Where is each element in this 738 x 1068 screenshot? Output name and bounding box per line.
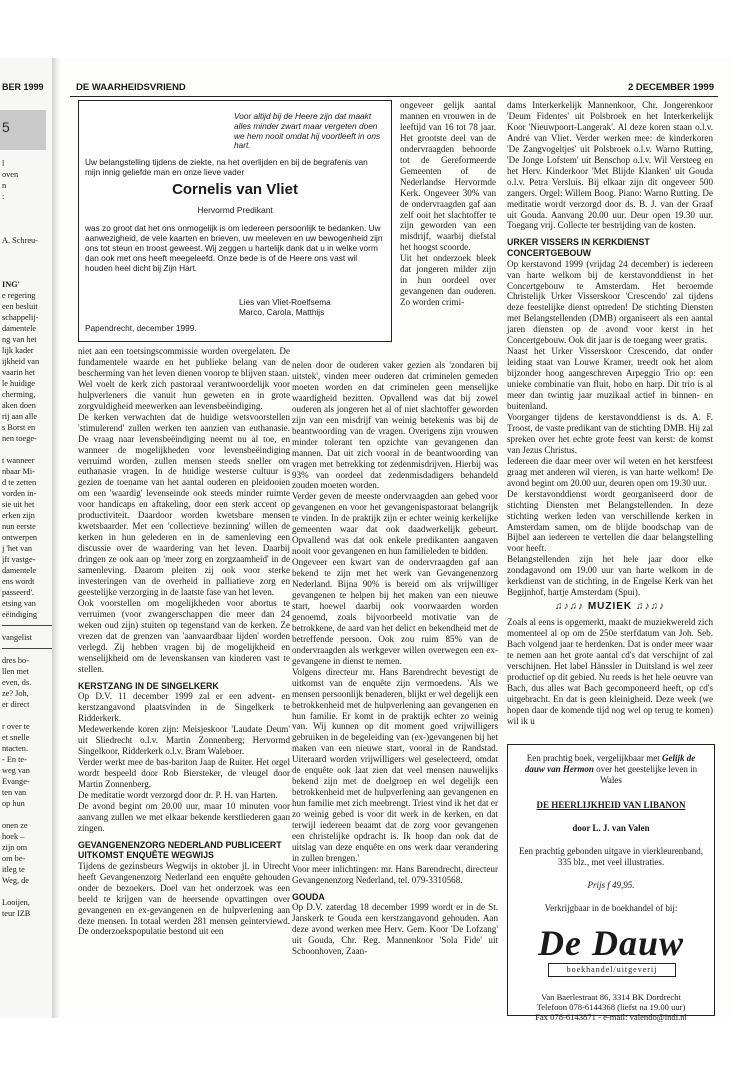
paragraph: Ongeveer een kwart van de ondervraagden gaf aan bekend te zijn met het werk van Gevangenenzorg Nederland. Bijna 90% is bereid om als vrijwilliger gevangenen te helpen bij het maken van een nieuwe start, hoewel daarbij ook voorwaarden worden genoemd, zoals bijvoorbeeld motivatie van de betrokkene, de aard van het delict en bekendheid met de betreffende persoon. Ook zou ruim 85% van de ondervraagden als werkgever willen overwegen een ex-gevangene in dienst te nemen.	[292, 557, 498, 666]
paragraph: Uit het onderzoek bleek dat jongeren milder zijn in hun oordeel over gevangenen dan ouderen. Zo worden crimi-	[400, 253, 496, 308]
logo-wordmark: De Dauw	[537, 923, 684, 963]
prev-page-line: Evange-	[2, 777, 30, 786]
prev-page-line: er direct	[2, 700, 30, 709]
publisher-logo	[536, 924, 686, 978]
prev-page-line: even, ds.	[2, 678, 32, 687]
paragraph: niet aan een toetsingscommissie worden overgelaten. De fundamentele waarde en het publieke belang van de bescherming van het leven dienen voorop te blijven staan.	[78, 346, 290, 378]
prev-page-text-fragments	[2, 158, 52, 919]
ad-author: door L. J. van Valen	[572, 823, 650, 833]
notice-intro: Uw belangstelling tijdens de ziekte, na het overlijden en bij de begrafenis van mijn innig geliefde man en onze lieve vader	[85, 157, 368, 177]
article-heading: GEVANGENENZORG NEDERLAND PUBLICEERT UITKOMST ENQUÊTE WEGWIJS	[78, 839, 282, 861]
prev-page-line	[2, 202, 52, 213]
prev-page-line: Weg, de	[2, 876, 29, 885]
prev-page-line: sie uit het	[2, 500, 35, 509]
music-notes-icon: ♫♪♫♪	[555, 601, 585, 613]
column-2	[292, 360, 498, 957]
page-gutter	[52, 58, 60, 1018]
ad-availability: Verkrijgbaar in de boekhandel of bij:	[544, 903, 678, 913]
prev-page-line	[2, 224, 52, 235]
paragraph: ongeveer gelijk aantal mannen en vrouwen in de leeftijd van 16 tot 78 jaar. Het grootste deel van de ondervraagden behoorde tot de Gereformeerde Gemeenten of de Nederlandse Hervormde Kerk. Ongeveer 30% van de ondervraagden gaf aan zelf ooit het slachtoffer te zijn geworden van een misdrijf, waarbij diefstal het hoogst scoorde.	[400, 100, 496, 253]
ad-intro	[508, 753, 714, 786]
prev-page-line: onen ze	[2, 821, 28, 830]
paragraph: Op D.V. 11 december 1999 zal er een advent- en kerstzangavond plaatsvinden in de Singelkerk te Ridderkerk.	[78, 691, 290, 724]
article-heading: URKER VISSERS IN KERKDIENST CONCERTGEBOUW	[507, 237, 650, 259]
prev-page-line: e regering	[2, 291, 36, 300]
prev-page-line: l	[2, 159, 5, 168]
prev-page-line	[2, 809, 52, 820]
notice-body: was zo groot dat het ons onmogelijk is om iedereen persoonlijk te bedanken. Uw aanwezigheid, de vele kaarten en brieven, uw meeleven en uw bewogenheid zijn ons tot steun en troost geweest. Wij zeggen u hartelijk dank dat u in welke vorm dan ook met ons heeft meegeleefd. Onze bede is of de Heere ons vast wil houden heel dicht bij Zijn Hart.	[85, 223, 383, 273]
prev-page-line: hoek –	[2, 832, 25, 841]
paragraph: Iedereen die daar meer over wil weten en het kerstfeest graag met anderen wil vieren, is van harte welkom! De avond begint om 20.00 uur, deuren open om 19.30 uur.	[507, 455, 713, 488]
prev-page-line: ING'	[2, 280, 20, 289]
article-heading: KERSTZANG IN DE SINGELKERK	[78, 680, 219, 691]
prev-page-line: j 'het van	[2, 544, 33, 553]
prev-page-line: r over te	[2, 722, 30, 731]
prev-page-line: zijn om	[2, 843, 28, 852]
muziek-label: MUZIEK	[587, 601, 633, 613]
prev-page-line: om be-	[2, 854, 26, 863]
signature-line-2: Marco, Carola, Matthijs	[239, 307, 325, 317]
prev-page-line: weg van	[2, 766, 30, 775]
paragraph: Belangstellenden zijn het hele jaar door elke zondagavond om 19.00 uur van harte welkom in de kerkdienst van de stichting, in de Engelse Kerk van het Begijnhof, hartje Amsterdam (Spui).	[507, 554, 713, 598]
paragraph: Tijdens de gezinsbeurs Wegwijs in oktober jl. in Utrecht heeft Gevangenenzorg Nederland een enquête gehouden onder de bezoekers. Doel van het onderzoek was een beeld te krijgen van de heersende opvattingen over gevangenen en ex-gevangenen en de hulpverlening aan deze mensen. In totaal werden 281 mensen geïnterviewd. De onderzoekspopulatie bestond uit een	[78, 860, 290, 937]
prev-page-header: BER 1999	[2, 82, 44, 92]
prev-page-line: damentele	[2, 566, 37, 575]
prev-page-line: rij aan alle	[2, 412, 38, 421]
prev-page-line: s Borst en	[2, 423, 36, 432]
paper-title: DE WAARHEIDSVRIEND	[76, 82, 186, 93]
muziek-heading	[507, 602, 713, 613]
paragraph: Naast het Urker Visserskoor Crescendo, dat onder leiding staat van Louwe Kramer, treedt ook het alom bijzonder hoog aangeschreven Arpeggio Trio op: een unieke combinatie van fluit, hobo en harp. Dit trio is al meer dan twintig jaar muzikaal actief in binnen- en buitenland.	[507, 346, 713, 412]
article-heading: GOUDA	[292, 891, 325, 902]
prev-page-line: ijkheid van	[2, 357, 40, 366]
previous-page-edge	[0, 58, 52, 1018]
paragraph: Ook voorstellen om mogelijkheden voor abortus te verruimen (voor zwangerschappen die meer dan 24 weken oud zijn) stuiten op tegenstand van de kerken. Ze vrezen dat de grenzen van 'aanvaardbaar lijden' worden verlegd. Zij hebben vragen bij de mogelijkheid en wenselijkheid om de levenskansen van kinderen vast te stellen.	[78, 597, 290, 674]
ad-book-reference: Gelijk de dauw van Hermon	[524, 753, 696, 774]
ad-description: Een prachtig gebonden uitgave in vierkleurenband, 335 blz., met veel illustraties.	[519, 846, 703, 867]
prev-page-line: cherming,	[2, 390, 36, 399]
prev-page-line: ten van	[2, 788, 27, 797]
prev-page-line: teur IZB	[2, 909, 31, 918]
deceased-role: Hervormd Predikant	[197, 205, 273, 215]
notice-place-date: Papendrecht, december 1999.	[85, 323, 197, 333]
paragraph: Voor meer inlichtingen: mr. Hans Barendrecht, directeur Gevangenenzorg Nederland, tel. 079-3310568.	[292, 863, 498, 885]
prev-page-line	[2, 444, 52, 455]
prev-page-line	[2, 886, 52, 897]
notice-verse: Voor altijd bij de Heere zijn dat maakt alles minder zwart maar vergeten doen we hem nooit omdat hij voortleeft in ons hart.	[234, 111, 381, 151]
paragraph: Medewerkende koren zijn: Meisjeskoor 'Laudate Deum' uit Sliedrecht o.l.v. Martin Zonnenberg; Hervormd Singelkoor, Ridderkerk o.l.v. Bram Waleboer.	[78, 724, 290, 756]
prev-page-line: jft vastge-	[2, 555, 36, 564]
prev-page-line	[2, 257, 52, 268]
paragraph: Verder werkt mee de bas-bariton Jaap de Ruiter. Het orgel wordt bespeeld door Rob Biersteker, de vleugel door Martin Zonnenberg.	[78, 756, 290, 789]
book-advertisement	[507, 744, 715, 1023]
prev-page-line	[2, 648, 52, 655]
paragraph: De avond begint om 20.00 uur, maar 10 minuten voor aanvang zullen we met elkaar bekende kerstliederen gaan zingen.	[78, 800, 290, 833]
ad-book-title: DE HEERLIJKHEID VAN LIBANON	[536, 800, 686, 810]
ad-intro-text: Een prachtig boek, vergelijkbaar met	[526, 753, 660, 763]
signature-line-1: Lies van Vliet-Roelfsema	[239, 297, 331, 307]
paragraph: De kerstavonddienst wordt georganiseerd door de stichting Diensten met Belangstellenden. In deze stichting werken leden van verschillende kerken in Amsterdam samen, om de blijde boodschap van de Bijbel aan iedereen te vertellen die daar belangstelling voor heeft.	[507, 488, 713, 554]
thank-you-notice	[78, 100, 392, 342]
prev-page-line: A. Schreu-	[2, 236, 38, 245]
deceased-name: Cornelis van Vliet	[172, 181, 298, 198]
prev-page-line: ze? Joh,	[2, 689, 29, 698]
prev-page-line: eëindiging	[2, 610, 38, 619]
header-rule	[70, 96, 718, 97]
logo-subtitle: boekhandel/uitgeverij	[548, 963, 676, 977]
prev-page-line: schappelij-	[2, 313, 39, 322]
notice-signature	[239, 297, 389, 317]
paragraph: De meditatie wordt verzorgd door dr. P. H. van Harten.	[78, 789, 278, 800]
paragraph: Zoals al eens is opgemerkt, maakt de muziekwereld zich momenteel al op om de 250e sterfdatum van Joh. Seb. Bach volgend jaar te herdenken. Dat is onder meer waar te nemen aan het grote aantal cd's dat verschijnt of zal verschijnen. Het label Hänssler in Duitsland is wel zeer productief op dit gebied. Nu reeds is het hele oeuvre van Bach, dus alles wat Bach gecomponeerd heeft, op cd's uitgebracht. En dat is geen kleinigheid. Deze week (we hopen daar de komende tijd nog wel op terug te komen) wil ik u	[507, 617, 713, 726]
prev-page-line: vorden in-	[2, 489, 37, 498]
prev-page-line: - En te-	[2, 755, 27, 764]
prev-page-line: erken zijn	[2, 511, 35, 520]
paragraph: dams Interkerkelijk Mannenkoor, Chr. Jongerenkoor 'Deum Fidentes' uit Polsbroek en het Interkerkelijk Koor 'Nieuwpoort-Langerak'. Al deze koren staan o.l.v. André van Vliet. Verder werken mee: de kinderkoren 'De Zangvogeltjes' uit Polsbroek o.l.v. Warno Rutting, 'De Jonge Lofstem' uit Benschop o.l.v. Wil Versteeg en het Herv. Kinderkoor 'Met Blijde Klanken' uit Gouda o.l.v. Petra Versluis. Bij elkaar zijn dit ongeveer 500 zangers. Orgel: Willem Boog. Piano: Warno Rutting. De meditatie wordt verzorgd door ds. B. J. van der Graaf uit Gouda. Aanvang 20.00 uur. Deur open 19.30 uur. Toegang vrij. Collecte ter bestrijding van de kosten.	[507, 100, 713, 231]
prev-page-line: op hun	[2, 799, 25, 808]
prev-page-line: vaarin het	[2, 368, 35, 377]
prev-page-line: llen met	[2, 667, 29, 676]
prev-page-line	[2, 710, 52, 721]
prev-page-line: lijk kader	[2, 346, 34, 355]
prev-page-line: oven	[2, 170, 19, 179]
prev-page-line: dres bo-	[2, 656, 29, 665]
paragraph: Op kerstavond 1999 (vrijdag 24 december) is iedereen van harte welkom bij de kerstavonddienst in het Concertgebouw te Amsterdam. Het beroemde Christelijk Urker Visserskoor 'Crescendo' zal tijdens deze feestelijke dienst optreden! De stichting Diensten met Belangstellenden (DMB) organiseert als een aantal jaren diensten op de avond voor kerst in het Concertgebouw. Ook dit jaar is de toegang weer gratis.	[507, 258, 713, 346]
prev-page-line: nbaar Mi-	[2, 467, 35, 476]
prev-page-line: nen toege-	[2, 434, 37, 443]
prev-page-line: vangelist	[2, 633, 32, 642]
prev-page-line: t wanneer	[2, 456, 35, 465]
phone-line: Telefoon 078-6144368 (liefst na 19.00 uur)	[536, 1002, 686, 1013]
prev-page-line: passeerd'.	[2, 588, 35, 597]
paragraph: Verder geven de meeste ondervraagden aan gebed voor gevangenen en voor het gevangenispastoraat belangrijk te vinden. In de praktijk zijn er echter weinig kerkelijke gemeenten waar dat ook daadwerkelijk gebeurt. Opvallend was dat ook enkele predikanten aangaven nooit voor gevangenen en hun familieleden te bidden.	[292, 491, 498, 557]
prev-page-line	[2, 246, 52, 257]
prev-page-grey-box	[0, 110, 46, 150]
prev-page-line	[2, 268, 52, 279]
prev-page-line: ntacten.	[2, 744, 29, 753]
prev-page-line: ng van het	[2, 335, 37, 344]
paragraph: Wel voelt de kerk zich pastoraal verantwoordelijk voor hulpverleners die vanuit hun geweten en in grote zorgvuldigheid meewerken aan levensbeëindiging.	[78, 378, 290, 411]
ad-price: Prijs f 49,95.	[587, 880, 635, 890]
prev-page-line: etsing van	[2, 599, 36, 608]
issue-date: 2 DECEMBER 1999	[627, 82, 714, 93]
publisher-address	[508, 992, 714, 1023]
prev-page-line: n	[2, 181, 7, 190]
prev-page-line: Looijen,	[2, 898, 30, 907]
music-notes-icon: ♫♪♫♪	[635, 601, 665, 613]
fax-email-line: Fax 078-6143871 - e-mail: valendo@indi.nl	[535, 1012, 687, 1023]
paragraph: Voorganger tijdens de kerstavonddienst is ds. A. F. Troost, de vaste predikant van de stichting DMB. Hij zal spreken over het echte grote feest van kerst: de komst van Jezus Christus.	[507, 411, 714, 455]
ad-intro-text-2: over het geestelijke leven in Wales	[596, 764, 698, 785]
prev-page-line: :	[2, 192, 5, 201]
prev-page-line	[2, 625, 52, 632]
paragraph: De kerken verwachten dat de huidige wetsvoorstellen 'stimulerend' zullen werken ten aanzien van euthanasie. De vraag naar levensbeëindiging neemt nu al toe, en wanneer de mogelijkheden voor levensbeëindiging verruimd worden, zullen mensen steeds sneller om euthanasie vragen. In de huidige westerse cultuur is gezien de toename van het aantal ouderen en pleidooien om een 'waardig' levenseinde ook steeds minder ruimte voor handicaps en aftakeling, door een sterk accent op productiviteit. Daardoor worden kwetsbare mensen kwetsbaarder. Met een 'collectieve bezinning' willen de kerken in hun gelederen en in de samenleving een discussie over de waardering van het leven. Daarbij dringen ze ook aan op 'meer zorg en zorgzaamheid' in de samenleving. Daarom pleiten zij ook voor sterke investeringen van de overheid in palliatieve zorg en geestelijke verzorging in de laatste fase van het leven.	[78, 411, 290, 597]
prev-page-line: itleg te	[2, 865, 25, 874]
paragraph: Op D.V. zaterdag 18 december 1999 wordt er in de St. Janskerk te Gouda een kerstzangavond gehouden. Aan deze avond werken mee Herv. Gem. Koor 'De Lofzang' uit Gouda, Chr. Reg. Mannenkoor 'Sola Fide' uit Schoonhoven, Zaan-	[292, 902, 498, 957]
paragraph: Volgens directeur mr. Hans Barendrecht bevestigt de uitkomst van de enquête zijn vermoedens. 'Als we mensen persoonlijk benaderen, blijkt er wel degelijk een betrokkenheid met de hulpverlening aan gevangenen en hun familie. Er komt in de praktijk echter zo weinig van. Wij kunnen op dit moment goed vrijwilligers gebruiken in de begeleiding van (ex-)gevangenen bij het maken van een nieuwe start, vooral in de Randstad. Uiteraard worden vrijwilligers wel geselecteerd, omdat de enquête ook laat zien dat veel mensen nauwelijks bekend zijn met de doelgroep en wel degelijk een betrokkenheid met de hulpverlening aan gevangenen en hun familie met zich meebrengt. Triest vind ik het dat er zo weinig gebed is voor dit werk in de kerken, en dat terwijl iedereen beaamt dat de zorg voor gevangenen een christelijke opdracht is. Ik hoop dan ook dat de uitslag van deze enquête en ons werk daar verandering in zullen brengen.'	[292, 666, 498, 863]
prev-page-line: le huidige	[2, 379, 35, 388]
column-2-top	[400, 100, 496, 308]
page-header	[70, 82, 732, 96]
prev-page-box-glyph: 5	[2, 119, 10, 135]
column-3	[507, 100, 713, 727]
column-1	[78, 346, 290, 937]
prev-page-line: een besluit	[2, 302, 38, 311]
prev-page-line: d te zetten	[2, 478, 37, 487]
prev-page-line: ens wordt	[2, 577, 35, 586]
paragraph: nelen door de ouderen vaker gezien als 'zondaren bij uitstek', vinden meer ouderen dat criminelen gemeden moeten worden en dat criminelen geen menselijke waardigheid bezitten. Opvallend was dat bij zowel ouderen als jongeren het al of niet slachtoffer geworden zijn van een misdrijf van weinig betekenis was bij de beantwoording van de vragen. Overigens zijn vrouwen minder tolerant ten opzichte van gevangenen dan mannen. Dat uit zich vooral in de beantwoording van vragen met betrekking tot zedenmisdrijven. Hierbij was 93% van oordeel dat zedenmisdadigers behandeld zouden moeten worden.	[292, 360, 498, 491]
prev-page-line	[2, 213, 52, 224]
prev-page-line: et snelle	[2, 733, 30, 742]
prev-page-line: nun eerste	[2, 522, 36, 531]
prev-page-line: ontwerpen	[2, 533, 38, 542]
address-line: Van Baerlestraat 86, 3314 BK Dordrecht	[541, 992, 681, 1002]
prev-page-line: aken doen	[2, 401, 36, 410]
prev-page-line: damentele	[2, 324, 37, 333]
